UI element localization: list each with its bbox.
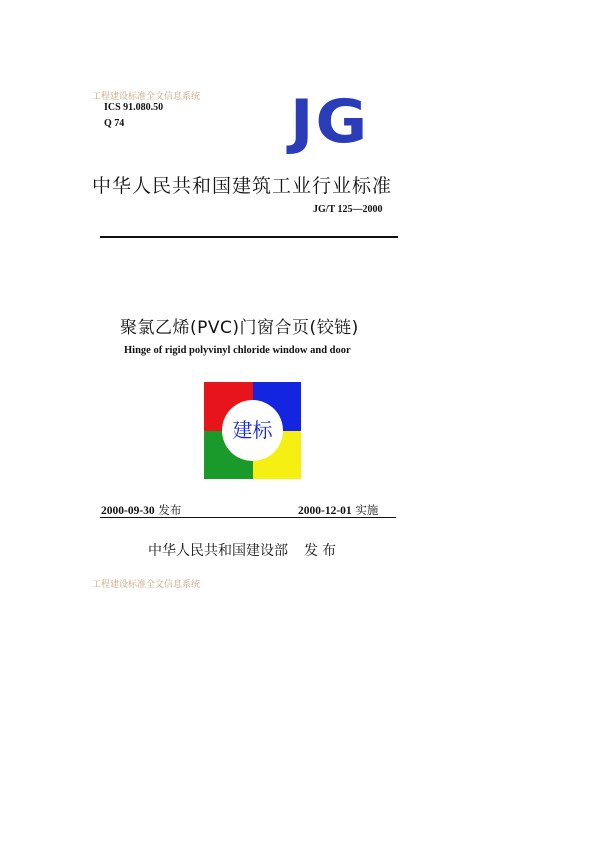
ccs-code: Q 74 bbox=[104, 118, 125, 129]
date-divider bbox=[100, 517, 396, 518]
jg-logo: JG bbox=[290, 87, 370, 157]
document-title-en: Hinge of rigid polyvinyl chloride window and door bbox=[124, 345, 351, 356]
standard-number: JG/T 125—2000 bbox=[313, 204, 383, 215]
watermark-top: 工程建设标准全文信息系统 bbox=[92, 92, 201, 102]
watermark-bottom: 工程建设标准全文信息系统 bbox=[92, 580, 201, 590]
publisher-line bbox=[148, 540, 340, 560]
issue-date-row bbox=[101, 502, 181, 518]
ics-code: ICS 91.080.50 bbox=[104, 102, 164, 113]
jianbiao-emblem bbox=[204, 382, 301, 479]
issue-date: 2000-09-30 bbox=[101, 505, 155, 517]
implement-label: 实施 bbox=[355, 503, 379, 517]
publisher-action: 发布 bbox=[304, 543, 340, 559]
document-title-cn: 聚氯乙烯(PVC)门窗合页(铰链) bbox=[120, 318, 359, 338]
publisher-name: 中华人民共和国建设部 bbox=[148, 543, 288, 559]
standard-category-title: 中华人民共和国建筑工业行业标准 bbox=[92, 175, 393, 197]
header-divider bbox=[100, 236, 398, 238]
implement-date: 2000-12-01 bbox=[298, 505, 352, 517]
emblem-text: 建标 bbox=[232, 418, 273, 442]
issue-label: 发布 bbox=[158, 503, 182, 517]
implement-date-row bbox=[298, 502, 378, 518]
